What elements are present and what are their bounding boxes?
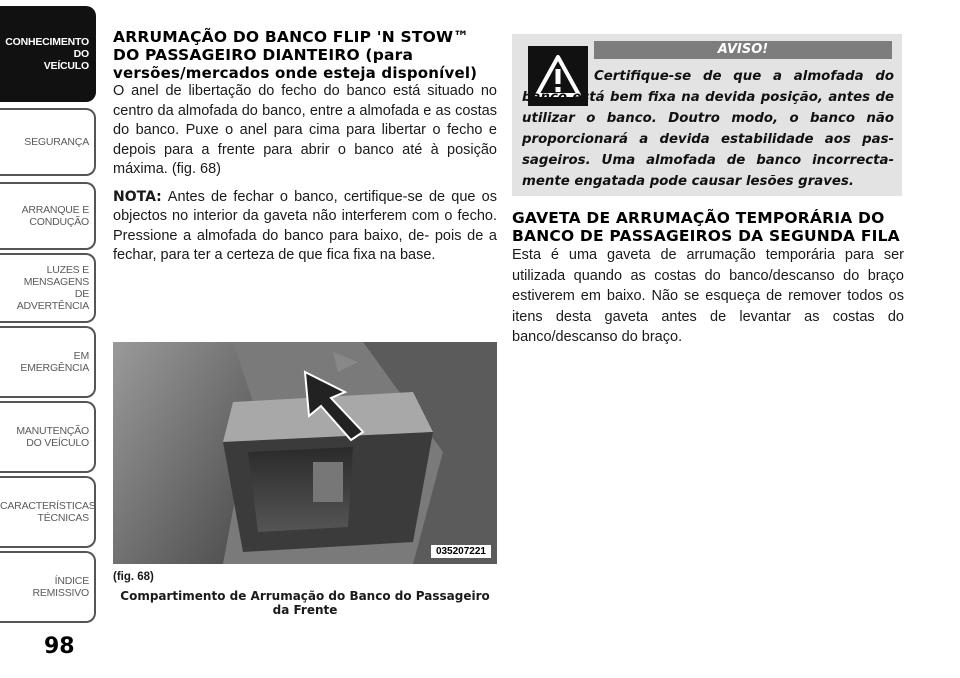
paragraph-release-ring: O anel de libertação do fecho do banco está situado no centro da almofada do banco, entre a almofada e as costas do banco. Puxe o anel para cima para libertar o fecho e depois para a frente para abrir o banco até à posição máxima. (fig. 68) [113, 83, 497, 177]
figure-reference: (fig. 68) [113, 571, 154, 583]
tab-luzes-e-mensagens[interactable]: LUZES E MENSAGENS DE ADVERTÊNCIA [0, 253, 96, 323]
figure-seat-storage-photo [113, 342, 497, 564]
right-column [512, 209, 904, 348]
figure-code: 035207221 [431, 545, 491, 558]
tab-manutencao-do-veiculo[interactable]: MANUTENÇÃO DO VEÍCULO [0, 401, 96, 473]
warning-text: Certifique-se de que a almofada do banco está bem fixa na devida posição, antes de utilizar o banco. Doutro modo, o banco não proporcionará a devida estabilidade aos pas- sageiros. Uma almofada de banco incorrecta- mente engatada pode causar lesões graves. [522, 69, 894, 189]
section-heading-flip-n-stow: ARRUMAÇÃO DO BANCO FLIP 'N STOW™ DO PASSAGEIRO DIANTEIRO (para versões/mercados onde esteja disponível) [113, 28, 478, 82]
note-text: Antes de fechar o banco, certifique-se de que os objectos no interior da gaveta não interferem com o fecho. Pressione a almofada do banco para baixo, de- pois de a fechar, para ter a certeza de que fica fixa na base. [113, 188, 497, 263]
warning-box [512, 34, 902, 196]
tab-conhecimento-do-veiculo[interactable]: CONHECIMENTO DO VEÍCULO [0, 6, 96, 102]
tab-indice-remissivo[interactable]: ÍNDICE REMISSIVO [0, 551, 96, 623]
tab-em-emergencia[interactable]: EM EMERGÊNCIA [0, 326, 96, 398]
tab-seguranca[interactable]: SEGURANÇA [0, 108, 96, 176]
tab-caracteristicas-tecnicas[interactable]: CARACTERÍSTICAS TÉCNICAS [0, 476, 96, 548]
left-column [113, 28, 497, 266]
note-paragraph [113, 188, 497, 266]
chapter-tabs [0, 0, 100, 678]
figure-caption: Compartimento de Arrumação do Banco do Passageiro da Frente [120, 589, 490, 617]
warning-title: AVISO! [594, 41, 892, 59]
section-heading-temporary-drawer: GAVETA DE ARRUMAÇÃO TEMPORÁRIA DO BANCO DE PASSAGEIROS DA SEGUNDA FILA [512, 209, 900, 245]
paragraph-temporary-drawer: Esta é uma gaveta de arrumação temporária para ser utilizada quando as costas do banco/descanso do braço estiverem em baixo. Não se esqueça de remover todos os itens desta gaveta antes de levantar as costas do banco/descanso do braço. [512, 247, 904, 345]
page-number: 98 [44, 634, 75, 659]
seat-storage-illustration [113, 342, 497, 564]
tab-arranque-e-conducao[interactable]: ARRANQUE E CONDUÇÃO [0, 182, 96, 250]
note-label: NOTA: [113, 188, 162, 205]
